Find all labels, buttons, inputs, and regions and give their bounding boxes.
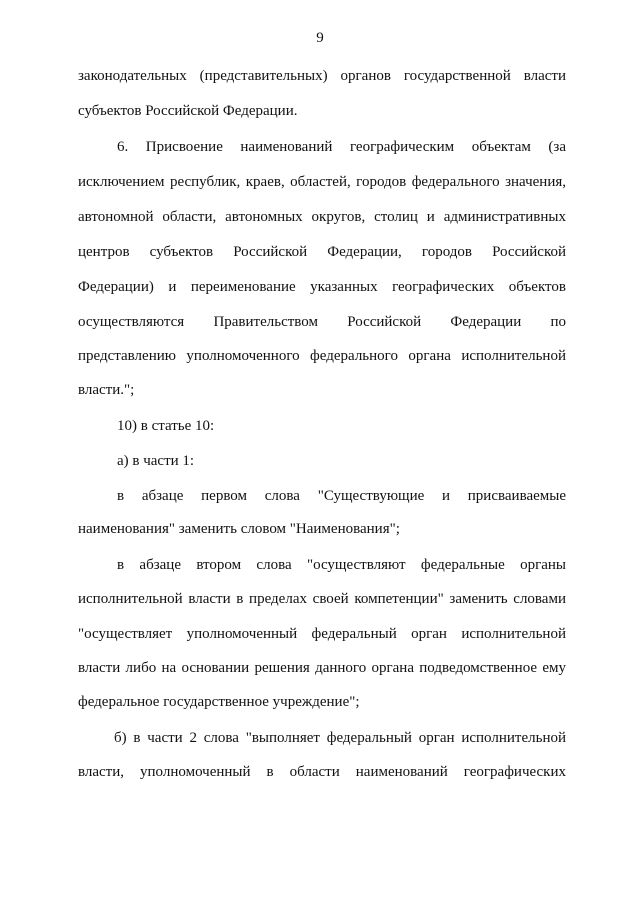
text-line: законодательных (представительных) органов государственной власти <box>78 68 566 84</box>
text-line: субъектов Российской Федерации. <box>78 103 298 119</box>
text-line: власти либо на основании решения данного органа подведомственное ему <box>78 660 566 676</box>
text-line: 6. Присвоение наименований географическим объектам (за <box>117 139 566 155</box>
text-line: федеральное государственное учреждение"; <box>78 694 360 710</box>
text-line: в абзаце первом слова "Существующие и присваиваемые <box>117 488 566 504</box>
text-line: 10) в статье 10: <box>117 418 215 434</box>
text-line: осуществляются Правительством Российской Федерации по <box>78 314 566 330</box>
text-line: центров субъектов Российской Федерации, городов Российской <box>78 244 566 260</box>
text-line: представлению уполномоченного федерального органа исполнительной <box>78 348 566 364</box>
text-line: наименования" заменить словом "Наименования"; <box>78 521 400 537</box>
text-line: "осуществляет уполномоченный федеральный орган исполнительной <box>78 626 566 642</box>
text-line: исполнительной власти в пределах своей компетенции" заменить словами <box>78 591 566 607</box>
text-line: власти, уполномоченный в области наименований географических <box>78 764 566 780</box>
text-line: а) в части 1: <box>117 453 195 469</box>
text-line: власти."; <box>78 382 135 398</box>
text-line: Федерации) и переименование указанных географических объектов <box>78 279 566 295</box>
text-line: в абзаце втором слова "осуществляют федеральные органы <box>117 557 566 573</box>
text-line: б) в части 2 слова "выполняет федеральный орган исполнительной <box>114 730 566 746</box>
text-line: автономной области, автономных округов, столиц и административных <box>78 209 566 225</box>
text-line: исключением республик, краев, областей, городов федерального значения, <box>78 174 566 190</box>
page-number: 9 <box>316 30 324 46</box>
